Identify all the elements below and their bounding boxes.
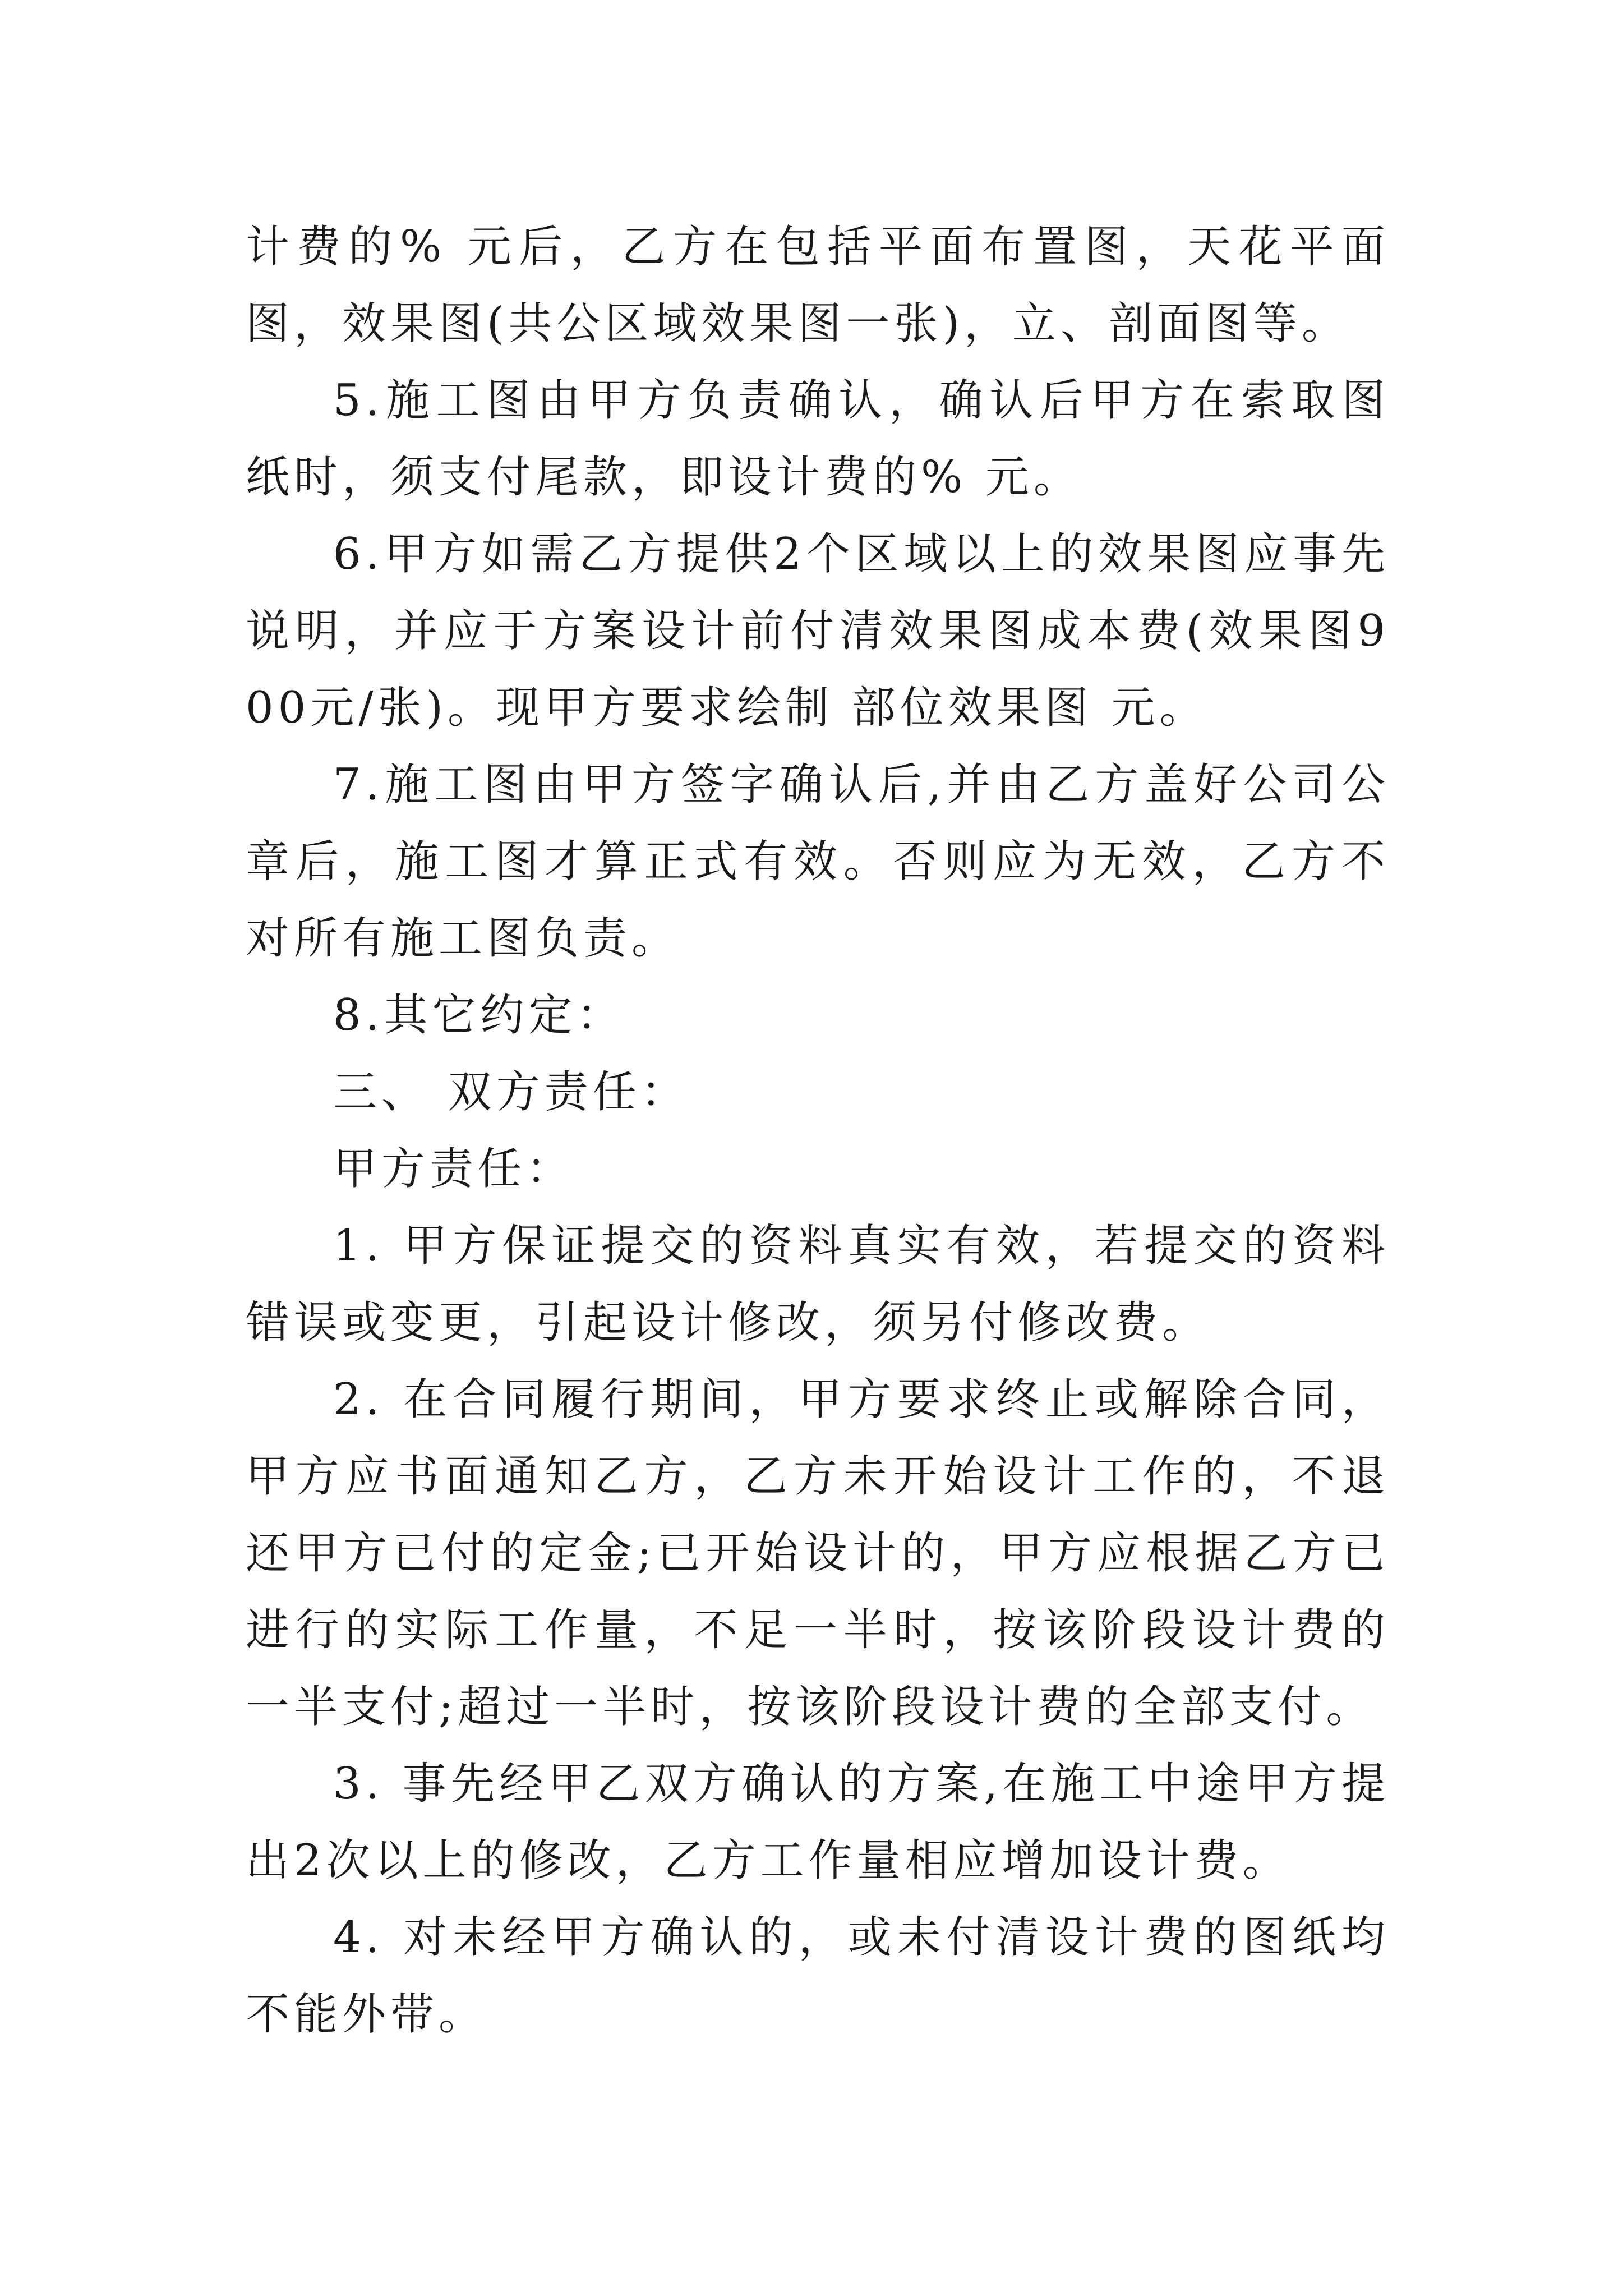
contract-paragraph: 7.施工图由甲方签字确认后,并由乙方盖好公司公章后，施工图才算正式有效。否则应为无效，乙方不对所有施工图负责。	[246, 760, 1390, 964]
contract-paragraph: 5.施工图由甲方负责确认，确认后甲方在索取图纸时，须支付尾款，即设计费的% 元。	[246, 375, 1390, 503]
contract-paragraph: 2. 在合同履行期间，甲方要求终止或解除合同，甲方应书面通知乙方，乙方未开始设计工作的，不退还甲方已付的定金;已开始设计的，甲方应根据乙方已进行的实际工作量，不足一半时，按该阶段设计费的一半支付;超过一半时，按该阶段设计费的全部支付。	[246, 1374, 1390, 1732]
contract-paragraph: 三、 双方责任：	[333, 1067, 689, 1117]
contract-paragraph: 1. 甲方保证提交的资料真实有效，若提交的资料错误或变更，引起设计修改，须另付修改费。	[246, 1221, 1390, 1348]
contract-paragraph: 4. 对未经甲方确认的，或未付清设计费的图纸均不能外带。	[246, 1912, 1390, 2040]
contract-paragraph: 8.其它约定：	[333, 990, 625, 1041]
contract-paragraph: 6.甲方如需乙方提供2个区域以上的效果图应事先说明，并应于方案设计前付清效果图成本费(效果图900元/张)。现甲方要求绘制 部位效果图 元。	[246, 529, 1390, 733]
contract-paragraph: 甲方责任：	[333, 1144, 575, 1194]
contract-paragraph: 计费的% 元后，乙方在包括平面布置图，天花平面图，效果图(共公区域效果图一张)，立、剖面图等。	[246, 222, 1390, 349]
contract-paragraph: 3. 事先经甲乙双方确认的方案,在施工中途甲方提出2次以上的修改，乙方工作量相应增加设计费。	[246, 1759, 1390, 1886]
contract-text	[246, 209, 1390, 2053]
